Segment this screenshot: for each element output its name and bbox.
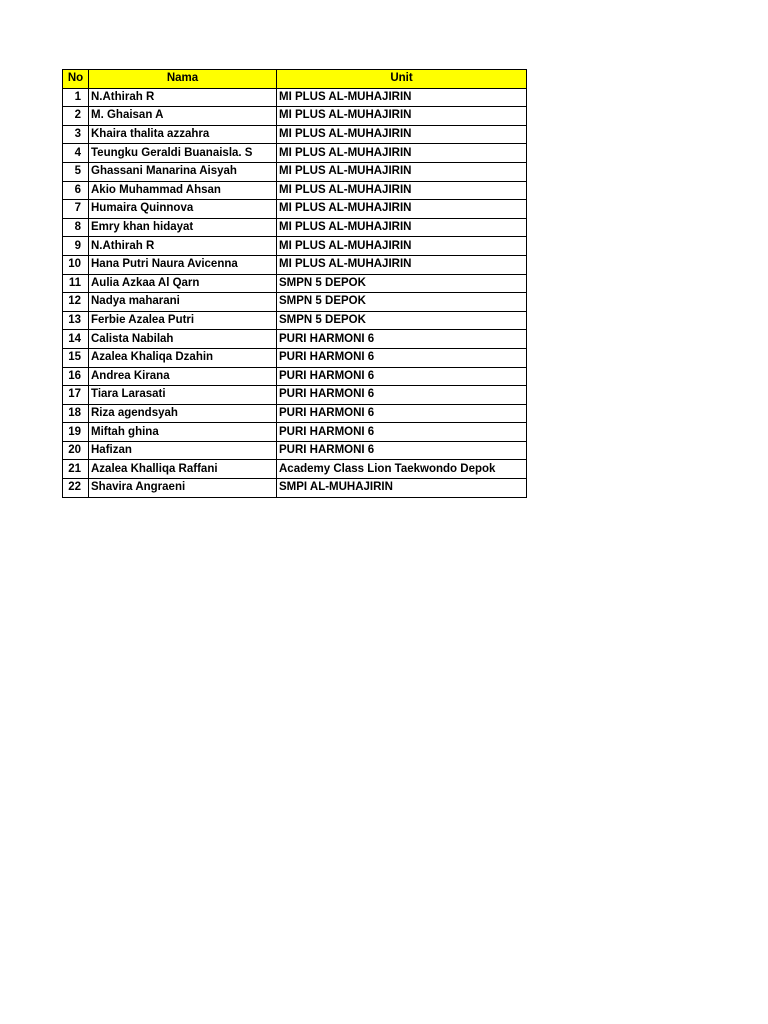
- cell-unit: PURI HARMONI 6: [277, 386, 527, 405]
- cell-no: 20: [63, 441, 89, 460]
- table-row: [63, 330, 527, 349]
- cell-unit: PURI HARMONI 6: [277, 330, 527, 349]
- cell-nama: Ferbie Azalea Putri: [89, 311, 277, 330]
- cell-unit: PURI HARMONI 6: [277, 441, 527, 460]
- cell-unit: Academy Class Lion Taekwondo Depok: [277, 460, 527, 479]
- cell-no: 12: [63, 293, 89, 312]
- header-nama: Nama: [89, 70, 277, 89]
- cell-no: 9: [63, 237, 89, 256]
- cell-unit: MI PLUS AL-MUHAJIRIN: [277, 107, 527, 126]
- table-row: [63, 88, 527, 107]
- table-row: [63, 386, 527, 405]
- header-unit: Unit: [277, 70, 527, 89]
- cell-nama: Aulia Azkaa Al Qarn: [89, 274, 277, 293]
- cell-nama: Nadya maharani: [89, 293, 277, 312]
- cell-unit: MI PLUS AL-MUHAJIRIN: [277, 218, 527, 237]
- table-row: [63, 423, 527, 442]
- cell-no: 21: [63, 460, 89, 479]
- cell-unit: PURI HARMONI 6: [277, 423, 527, 442]
- table-row: [63, 181, 527, 200]
- cell-nama: Hana Putri Naura Avicenna: [89, 255, 277, 274]
- table-row: [63, 125, 527, 144]
- cell-unit: PURI HARMONI 6: [277, 404, 527, 423]
- cell-unit: SMPN 5 DEPOK: [277, 293, 527, 312]
- cell-no: 16: [63, 367, 89, 386]
- cell-nama: N.Athirah R: [89, 88, 277, 107]
- cell-nama: Tiara Larasati: [89, 386, 277, 405]
- cell-nama: Khaira thalita azzahra: [89, 125, 277, 144]
- table-row: [63, 200, 527, 219]
- cell-nama: Hafizan: [89, 441, 277, 460]
- cell-unit: PURI HARMONI 6: [277, 367, 527, 386]
- cell-no: 19: [63, 423, 89, 442]
- cell-no: 8: [63, 218, 89, 237]
- cell-nama: Teungku Geraldi Buanaisla. S: [89, 144, 277, 163]
- cell-no: 17: [63, 386, 89, 405]
- header-no: No: [63, 70, 89, 89]
- cell-no: 1: [63, 88, 89, 107]
- cell-nama: Emry khan hidayat: [89, 218, 277, 237]
- table-row: [63, 144, 527, 163]
- cell-no: 3: [63, 125, 89, 144]
- table-row: [63, 479, 527, 498]
- cell-nama: Calista Nabilah: [89, 330, 277, 349]
- cell-no: 14: [63, 330, 89, 349]
- cell-nama: Humaira Quinnova: [89, 200, 277, 219]
- table-row: [63, 367, 527, 386]
- cell-unit: SMPN 5 DEPOK: [277, 311, 527, 330]
- table-body: [63, 88, 527, 497]
- table-row: [63, 237, 527, 256]
- table-row: [63, 441, 527, 460]
- table-row: [63, 348, 527, 367]
- cell-no: 15: [63, 348, 89, 367]
- cell-no: 18: [63, 404, 89, 423]
- table-row: [63, 460, 527, 479]
- cell-nama: Azalea Khaliqa Dzahin: [89, 348, 277, 367]
- cell-unit: MI PLUS AL-MUHAJIRIN: [277, 255, 527, 274]
- cell-unit: SMPN 5 DEPOK: [277, 274, 527, 293]
- cell-nama: Ghassani Manarina Aisyah: [89, 162, 277, 181]
- cell-no: 2: [63, 107, 89, 126]
- table-row: [63, 255, 527, 274]
- table-row: [63, 404, 527, 423]
- table-row: [63, 311, 527, 330]
- cell-unit: MI PLUS AL-MUHAJIRIN: [277, 88, 527, 107]
- cell-unit: MI PLUS AL-MUHAJIRIN: [277, 125, 527, 144]
- cell-nama: Andrea Kirana: [89, 367, 277, 386]
- cell-unit: MI PLUS AL-MUHAJIRIN: [277, 200, 527, 219]
- table-row: [63, 218, 527, 237]
- cell-unit: MI PLUS AL-MUHAJIRIN: [277, 162, 527, 181]
- cell-nama: M. Ghaisan A: [89, 107, 277, 126]
- cell-unit: MI PLUS AL-MUHAJIRIN: [277, 181, 527, 200]
- cell-no: 4: [63, 144, 89, 163]
- cell-nama: Azalea Khalliqa Raffani: [89, 460, 277, 479]
- cell-no: 13: [63, 311, 89, 330]
- table-row: [63, 293, 527, 312]
- table-row: [63, 274, 527, 293]
- spreadsheet-sheet: [62, 69, 527, 498]
- header-row: [63, 70, 527, 89]
- cell-nama: Riza agendsyah: [89, 404, 277, 423]
- cell-unit: SMPI AL-MUHAJIRIN: [277, 479, 527, 498]
- cell-no: 22: [63, 479, 89, 498]
- cell-nama: Miftah ghina: [89, 423, 277, 442]
- cell-unit: PURI HARMONI 6: [277, 348, 527, 367]
- cell-no: 11: [63, 274, 89, 293]
- cell-unit: MI PLUS AL-MUHAJIRIN: [277, 144, 527, 163]
- cell-nama: Akio Muhammad Ahsan: [89, 181, 277, 200]
- cell-no: 5: [63, 162, 89, 181]
- cell-no: 6: [63, 181, 89, 200]
- cell-unit: MI PLUS AL-MUHAJIRIN: [277, 237, 527, 256]
- cell-no: 10: [63, 255, 89, 274]
- table-row: [63, 162, 527, 181]
- participant-table: [62, 69, 527, 498]
- cell-no: 7: [63, 200, 89, 219]
- table-header: [63, 70, 527, 89]
- cell-nama: N.Athirah R: [89, 237, 277, 256]
- cell-nama: Shavira Angraeni: [89, 479, 277, 498]
- table-row: [63, 107, 527, 126]
